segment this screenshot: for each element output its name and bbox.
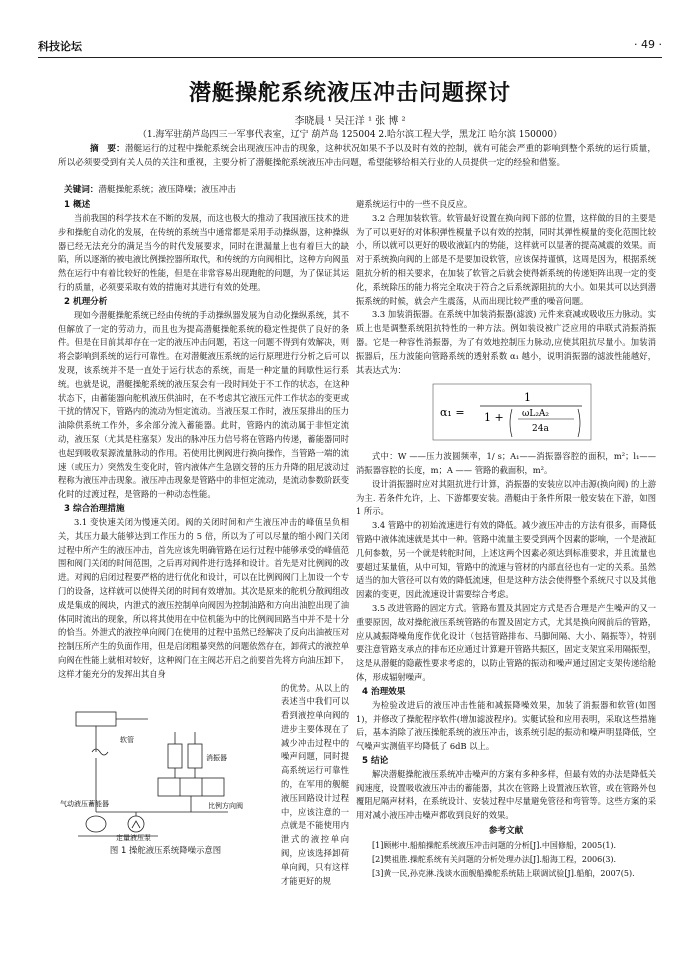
paragraph: 3.4 管路中的初始流速进行有效的降低。减少液压冲击的方法有很多，而降低管路中液体流速就是其中一种。管路中流量主要受到两个因素的影响，一个是液缸几何参数，另一个就是转舵时间，上述这两个因素必须达到标准要求，并且流量也要超过某量值，从中可知，管路中的流速与管材的内部直径也有一定的关系。虽然适当的加大管径可以有效的降低流速，但是这种方法会使得整个系统尺寸以及其他因素的变更，因此流速设计需要综合考虑。	[356, 520, 656, 600]
authors: 李晓晨 ¹ 吴汪洋 ¹ 张 博 ²	[294, 116, 406, 127]
formula-den2: 24a	[532, 424, 549, 435]
reference-item: [3]黄一民,孙克淋.浅谈水面舰船操舵系统陆上联调试验[J].船舶，2007(5).	[372, 868, 635, 878]
paragraph: 为检验改进后的液压冲击性能和减振降噪效果，加装了消振器和软管(如图 1)，并修改了操舵程序软件(增加滤波程序)。实艇试验和应用表明，采取这些措施后，基本消除了液压操舵系统的液压冲击，该系统引起的振动和噪声明显降低，空气噪声实测值平均降低了 6dB 以上。	[356, 699, 656, 752]
paragraph: 3.2 合理加装软管。软管最好设置在换向阀下部的位置，这样做的目的主要是为了可以更好的对体积弹性模量予以有效的控制，同时其弹性模量的变化范围比较小，所以就可以更好的吸收液缸内的势能，这样就可以显著的提高减震的效果。而对于系统换向阀的上部是不是要加设软管，应该保持谨慎，这周是因为，根据系统阻抗分析的相关要求，在加装了软管之后就会使得新系统的传递矩阵出现一定的变化，系统除压的能力将完全取决于符合之后系统源阻抗的大小。如果其可以达到潜振系统的时候，就会产生震荡，从而出现比较严重的噪音问题。	[356, 212, 656, 306]
figure-caption: 图 1 操舵液压系统降噪示意图	[109, 844, 222, 855]
formula-num: 1	[524, 391, 531, 405]
formula-den1: ωL₂A₂	[522, 409, 550, 420]
journal-name: 科技论坛	[38, 40, 82, 53]
reference-item: [2]樊祖胜.操舵系统有关问题的分析处理办法[J].船海工程，2006(3).	[372, 854, 617, 864]
section-heading: 5 结论	[362, 755, 389, 766]
svg-text:1 +: 1 +	[484, 411, 504, 425]
paragraph: 当前我国的科学技术在不断的发展，而这也极大的推动了我国液压技术的进步和操舵自动化的发展，在传统的系统当中通常都是采用手动操纵器，这种操纵器已经无法充分的满足当今的时代发展要求，同时在泄漏量上也有着巨大的缺陷，所以逐渐的被电液比例操控器所取代，和传统的方向阀相比，这种方向阀虽然在运行中有着比较好的性能，但是在非常容易出现跑舵的问题，为了保证其运行的质量，必须要采取有效的措施对其进行有效的处理。	[58, 213, 349, 292]
abstract-text: 潜艇运行的过程中操舵系统会出现液压冲击的现象，这种状况如果不予以及时有效的控制，就有可能会严重的影响到整个系统的运行质量，所以必须要受到有关人员的关注和重视，主要分析了潜艇操舵系统液压冲击问题，希望能够给相关行业的人员提供一定的经验和借鉴。	[58, 144, 656, 168]
label-muffler: 消振器	[206, 753, 227, 762]
abstract	[58, 142, 656, 170]
paragraph: 3.3 加装消振器。在系统中加装消振器(滤波) 元件来衰减或吸收压力脉动。实质上也是调整系统阻抗特性的一种方法。例如装设被广泛应用的串联式消振消振器。它是一种容性消振器，为了有效地控制压力脉动,应使其阻抗尽量小。加装消振器后，压力波能向管路系统的透射系数 α₁ 越小，说明消振器的滤波性能越好，其表达式为：	[356, 309, 656, 375]
paragraph: 设计消振器时应对其阻抗进行计算，消振器的安装应以冲击源(换向阀) 的上游为主. 若条件允许，上、下游都要安装。潜艇由于条件所限一般安装在下游，如图 1 所示。	[356, 478, 656, 517]
label-pump: 定量液压泵	[116, 833, 151, 842]
paragraph: 式中：W ——压力波圆频率，1/ s；A₁——消振器容腔的面积，m²；l₁——消振器容腔的长度，m；A —— 管路的截面积，m²。	[356, 451, 656, 475]
keywords-text: 潜艇操舵系统；液压降噪；液压冲击	[98, 185, 236, 195]
keywords	[64, 183, 236, 195]
section-heading: 4 治理效果	[362, 686, 406, 697]
reference-item: [1]顾彬中.船舶操舵系统液压冲击问题的分析[J].中国修船，2005(1).	[372, 840, 617, 850]
formula-box	[432, 383, 592, 441]
affiliation: （1.海军驻葫芦岛四三一军事代表室，辽宁 葫芦岛 125004 2.哈尔滨工程大学，黑龙江 哈尔滨 150000）	[137, 130, 563, 140]
paragraph: 现如今潜艇操舵系统已经由传统的手动操纵器发展为自动化操纵系统，其不但解放了一定的劳动力，而且也为提高潜艇操舵系统的稳定性提供了良好的条件。但是在目前其却存在一定的液压冲击问题，若这一问题不得到有效解决，则将会影响到系统的运行可靠性。在对潜艇液压系统的运行原理进行分析之后可以发现，该系统并不是一直处于运行状态的系统，而是一种定量的间歇性运行系统。也就是说，潜艇操舵系统的液压泵会有一段时间处于不工作的状态，在这种状态下，由蓄能器向舵机液压供油时，在不考虑其它液压元件工作状态的变更或干扰的情况下，管路内的流动为恒定流动。当液压泵工作时，液压泵排出的压力油除供系统工作外，多余部分流入蓄能器。此时，管路内的流动属于非恒定流动，液压泵（尤其是柱塞泵）发出的脉冲压力信号将在管路内传递，蓄能器同时也起到吸收泵源流量脉动的作用。若使用比例阀进行换向操作，当管路一端的流速（或压力）突然发生变化时，管内液体产生急剧交替的压力升降的阻尼波动过程称为液压冲击现象。液压冲击现象是管路中的非恒定流动，是流动参数阶跃变化时的过渡过程，是管路的一种动态性能。	[58, 309, 349, 500]
paragraph: 3.1 变快速关闭为慢速关闭。阀的关闭时间和产生液压冲击的峰值呈负相关，其压力最大能够达到工作压力的 5 倍，所以为了可以尽量的缩小阀门关闭过程中所产生的液压冲击，首先应该先明确管路在运行过程中能够承受的峰值范围和阀门关闭的时间范围，之后再对阀件进行选择和设计。首先是对比例阀的改进。对阀的启闭过程要严格的进行优化和设计，可以在比例阀阀门上加设一个专门的设备，这样就可以使得关闭的时间有效增加。其次是原来的舵机分散阀组改成是集成的阀块，内泄式的液压控制单向阀因为控制油路和方向出油腔出现了油体同时流出的现象，所以将其使用在中位机能为中的比例阀回路当中并不是十分的恰当。外泄式的液控单向阀门在使用的过程中虽然已经解决了反向出油被压对控制压所产生的负面作用，但是启闭粗暴突然的问题依然存在，卸荷式的液控单向阀在性能上就相对较好，这种阀门在主阀芯开启之前要首先将方向油压卸下，这样才能充分的发挥出其自身	[58, 516, 349, 679]
formula-lhs: α₁ =	[440, 406, 465, 420]
section-heading: 1 概述	[64, 200, 91, 210]
section-heading: 3 综合治理措施	[64, 503, 125, 514]
left-column	[58, 198, 349, 888]
paragraph: 解决潜艇操舵液压系统冲击噪声的方案有多种多样，但最有效的办法是降低关阀速度，设置吸收液压冲击的蓄能器，其次在管路上设置液压软管，或在管路外包覆阻尼隔声材料，在系统设计、安装过程中尽量避免管径和弯管等。这些方案的采用对减小液压冲击噪声都收到良好的效果。	[356, 768, 656, 821]
article-title: 潜艇操舵系统液压冲击问题探讨	[188, 80, 511, 106]
page-header	[38, 38, 662, 54]
label-valve: 比例方向阀	[208, 801, 243, 810]
paragraph: 3.5 改进管路的固定方式。管路布置及其固定方式是否合理是产生噪声的又一重要原因，故对操舵液压系统管路的布置及固定方式，尤其是换向阀前后的管路，应从减振降噪角度作优化设计（包括管路排布、马脚间隔、大小、隔振等），特别要注意管路支承点的排布还应通过计算避开管路共振区，固定支架宜采用隔振型，这是从潜艇的隐蔽性要求考虑的，以防止管路的振动和噪声通过固定支架传递给舱体，形成辐射噪声。	[356, 602, 656, 682]
abstract-label: 摘 要：	[90, 144, 125, 154]
references-title: 参考文献	[488, 826, 524, 837]
right-column	[356, 198, 656, 881]
paragraph: 的优势。从以上的表述当中我们可以看到液控单向阀的进步主要体现在了减少冲击过程中的噪声问题，同时提高系统运行可靠性的，在军用的舰艇液压回路设计过程中，应该注意的一点就是不能使用内泄式的液控单向阀，应该选择卸荷单向阀，只有这样才能更好的规	[281, 682, 349, 886]
header-rule	[38, 57, 662, 58]
hydraulic-diagram-figure	[58, 692, 273, 842]
paragraph: 避系统运行中的一些不良反应。	[356, 199, 473, 209]
label-hose: 软管	[120, 735, 134, 744]
keywords-label: 关键词：	[64, 185, 99, 195]
section-heading: 2 机理分析	[64, 296, 108, 307]
label-accumulator: 气动液压蓄能器	[60, 799, 109, 808]
page-number: · 49 ·	[634, 38, 662, 51]
figure-wrap	[58, 682, 349, 889]
